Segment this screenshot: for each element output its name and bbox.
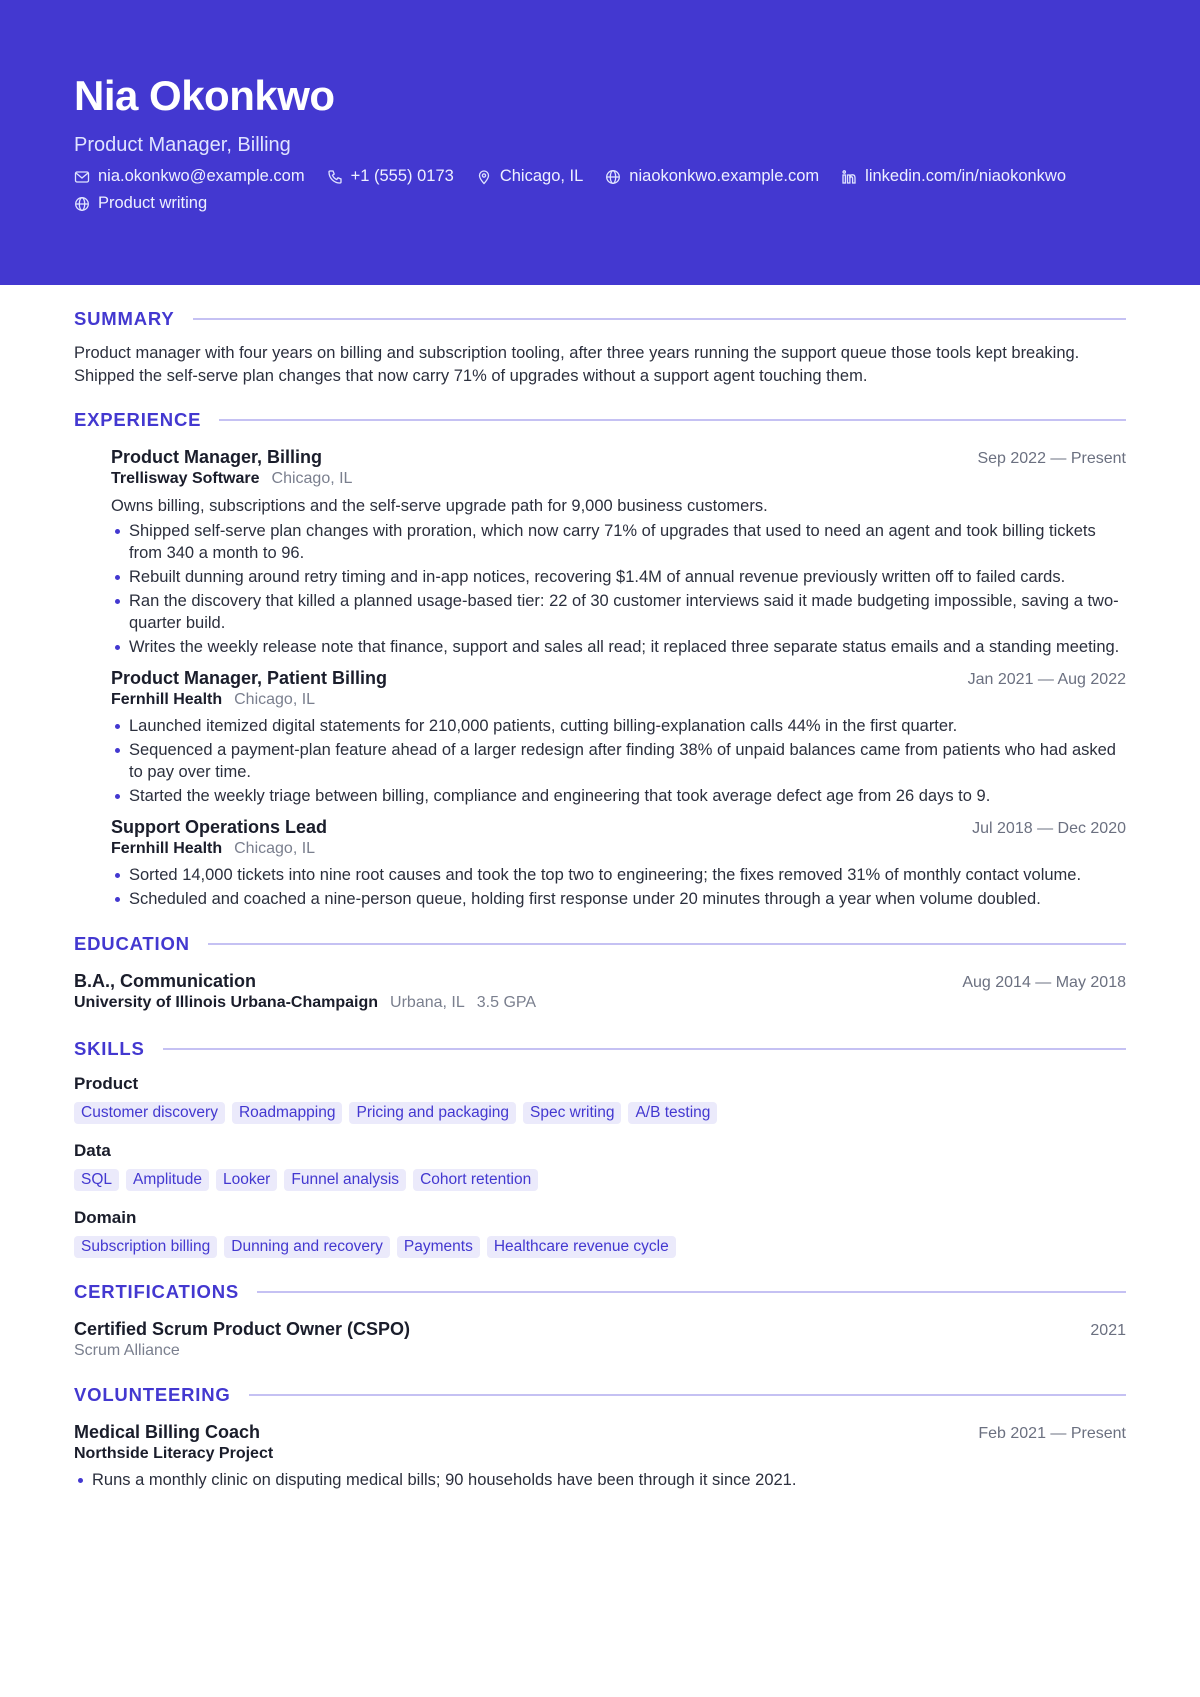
list-item: Shipped self-serve plan changes with proration, which now carry 71% of upgrades that used to need an agent and took billing tickets from 340 a month to 96.	[111, 520, 1126, 564]
list-item: Rebuilt dunning around retry timing and in-app notices, recovering $1.4M of annual revenue previously written off to failed cards.	[111, 566, 1126, 588]
volunteer-role: Medical Billing Coach	[74, 1422, 261, 1442]
location-icon	[476, 169, 492, 185]
skill-chip: Customer discovery	[74, 1102, 225, 1124]
job-bullets	[111, 520, 1126, 658]
section-divider	[208, 943, 1126, 945]
volunteering-entry	[74, 1421, 1126, 1491]
resume-header	[0, 0, 1200, 285]
skill-chips	[74, 1236, 1126, 1258]
skill-chip: Looker	[216, 1169, 277, 1191]
volunteer-bullets	[74, 1469, 1126, 1491]
certification-issuer: Scrum Alliance	[74, 1342, 180, 1359]
job-entry	[111, 816, 1126, 910]
skill-group-name: Domain	[74, 1208, 137, 1227]
skill-chip: Roadmapping	[232, 1102, 343, 1124]
skill-chip: Pricing and packaging	[349, 1102, 516, 1124]
section-title-education: EDUCATION	[74, 933, 190, 954]
job-location: Chicago, IL	[234, 840, 316, 857]
skill-chips	[74, 1102, 1126, 1124]
education-section	[74, 932, 1126, 1013]
person-name: Nia Okonkwo	[74, 72, 335, 119]
volunteer-dates: Feb 2021 — Present	[978, 1425, 1126, 1442]
skill-chip: Cohort retention	[413, 1169, 538, 1191]
list-item: Launched itemized digital statements for 210,000 patients, cutting billing-explanation calls 44% in the first quarter.	[111, 715, 1126, 737]
contact-portfolio[interactable]	[74, 194, 207, 213]
skills-section	[74, 1037, 1126, 1258]
section-title-skills: SKILLS	[74, 1038, 145, 1059]
list-item: Started the weekly triage between billing, compliance and engineering that took average defect age from 26 days to 9.	[111, 785, 1126, 807]
person-role: Product Manager, Billing	[74, 134, 291, 156]
job-dates: Sep 2022 — Present	[977, 450, 1126, 467]
mail-icon	[74, 169, 90, 185]
degree: B.A., Communication	[74, 971, 257, 991]
linkedin-icon	[841, 169, 857, 185]
contact-portfolio-text: Product writing	[98, 194, 208, 212]
volunteer-org: Northside Literacy Project	[74, 1445, 274, 1462]
list-item: Writes the weekly release note that finance, support and sales all read; it replaced three separate status emails and a standing meeting.	[111, 636, 1126, 658]
contact-email-text: nia.okonkwo@example.com	[98, 167, 305, 185]
list-item: Sequenced a payment-plan feature ahead of a larger redesign after finding 38% of unpaid balances came from patients who had asked to pay over time.	[111, 739, 1126, 783]
job-bullets	[111, 864, 1126, 910]
skill-chip: Healthcare revenue cycle	[487, 1236, 676, 1258]
section-divider	[249, 1394, 1126, 1396]
contact-location	[476, 167, 583, 186]
volunteering-section	[74, 1383, 1126, 1491]
skill-chip: Dunning and recovery	[224, 1236, 390, 1258]
list-item: Sorted 14,000 tickets into nine root causes and took the top two to engineering; the fixes removed 31% of monthly contact volume.	[111, 864, 1126, 886]
section-divider	[193, 318, 1127, 320]
contact-list	[74, 167, 1126, 213]
section-title-certifications: CERTIFICATIONS	[74, 1281, 240, 1302]
job-dates: Jan 2021 — Aug 2022	[967, 671, 1126, 688]
job-lead: Owns billing, subscriptions and the self-serve upgrade path for 9,000 business customers.	[111, 497, 768, 515]
experience-section	[74, 408, 1126, 910]
skill-group-name: Data	[74, 1141, 111, 1160]
job-location: Chicago, IL	[271, 470, 353, 487]
job-org: Fernhill Health	[111, 840, 223, 857]
certification-name: Certified Scrum Product Owner (CSPO)	[74, 1319, 411, 1339]
job-title: Product Manager, Patient Billing	[111, 668, 388, 688]
section-divider	[257, 1291, 1126, 1293]
job-title: Product Manager, Billing	[111, 447, 323, 467]
education-dates: Aug 2014 — May 2018	[962, 974, 1126, 991]
gpa: 3.5 GPA	[476, 994, 537, 1011]
skill-group-name: Product	[74, 1074, 139, 1093]
list-item: Scheduled and coached a nine-person queue, holding first response under 20 minutes through a year when volume doubled.	[111, 888, 1126, 910]
phone-icon	[327, 169, 343, 185]
certifications-section	[74, 1280, 1126, 1361]
job-entry	[111, 667, 1126, 807]
skill-group	[74, 1140, 1126, 1191]
list-item: Ran the discovery that killed a planned usage-based tier: 22 of 30 customer interviews said it made budgeting impossible, saving a two-quarter build.	[111, 590, 1126, 634]
certification-entry	[74, 1318, 1126, 1361]
skill-chip: Amplitude	[126, 1169, 209, 1191]
job-title: Support Operations Lead	[111, 817, 328, 837]
skill-chip: Spec writing	[523, 1102, 621, 1124]
job-entry	[111, 446, 1126, 658]
contact-website-text: niaokonkwo.example.com	[629, 167, 820, 185]
section-title-experience: EXPERIENCE	[74, 409, 202, 430]
contact-phone-text: +1 (555) 0173	[350, 167, 454, 185]
section-divider	[163, 1048, 1126, 1050]
skill-group	[74, 1207, 1126, 1258]
job-location: Chicago, IL	[234, 691, 316, 708]
contact-email[interactable]	[74, 167, 305, 186]
skill-chip: Payments	[397, 1236, 480, 1258]
summary-section	[74, 307, 1126, 388]
school: University of Illinois Urbana-Champaign	[74, 994, 379, 1011]
section-divider	[219, 419, 1126, 421]
skill-group	[74, 1073, 1126, 1124]
skill-chip: Subscription billing	[74, 1236, 217, 1258]
resume-body	[0, 285, 1200, 1491]
section-title-volunteering: VOLUNTEERING	[74, 1384, 231, 1405]
education-entry	[74, 970, 1126, 1013]
contact-website[interactable]	[605, 167, 819, 186]
job-org: Fernhill Health	[111, 691, 223, 708]
skill-chips	[74, 1169, 1126, 1191]
job-bullets	[111, 715, 1126, 807]
certification-year: 2021	[1090, 1322, 1126, 1339]
section-title-summary: SUMMARY	[74, 308, 175, 329]
skill-chip: A/B testing	[628, 1102, 717, 1124]
skill-chip: SQL	[74, 1169, 119, 1191]
job-org: Trellisway Software	[111, 470, 260, 487]
contact-linkedin[interactable]	[841, 167, 1066, 186]
contact-phone[interactable]	[327, 167, 454, 186]
globe-icon	[605, 169, 621, 185]
contact-linkedin-text: linkedin.com/in/niaokonkwo	[865, 167, 1067, 185]
skill-chip: Funnel analysis	[284, 1169, 406, 1191]
job-dates: Jul 2018 — Dec 2020	[972, 820, 1126, 837]
contact-location-text: Chicago, IL	[499, 167, 584, 185]
school-location: Urbana, IL	[390, 994, 465, 1011]
list-item: Runs a monthly clinic on disputing medical bills; 90 households have been through it since 2021.	[74, 1469, 1126, 1491]
globe-icon	[74, 196, 90, 212]
summary-text: Product manager with four years on billing and subscription tooling, after three years running the support queue those tools kept breaking. Shipped the self-serve plan changes that now carry 71% of upgrades without a support agent touching them.	[74, 344, 1080, 385]
